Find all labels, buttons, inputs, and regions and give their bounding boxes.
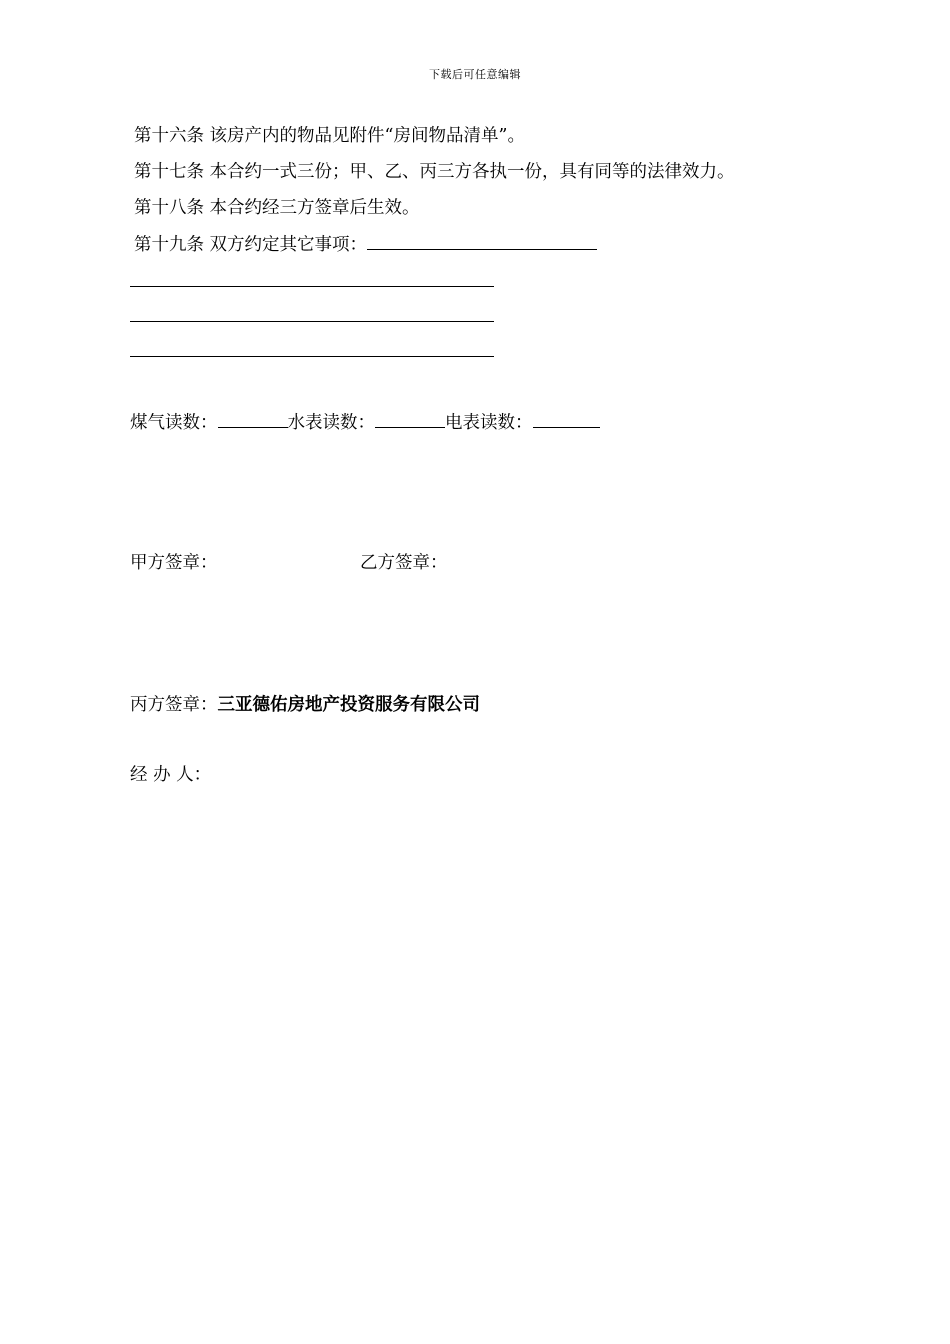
clause-19 (134, 231, 597, 257)
other-matters-line-3[interactable] (130, 356, 494, 357)
gas-reading-label: 煤气读数： (130, 413, 218, 433)
electric-reading-label: 电表读数： (445, 413, 533, 433)
meter-readings (130, 409, 600, 435)
clause-18: 第十八条 本合约经三方签章后生效。 (134, 198, 420, 218)
party-a-signature-label: 甲方签章： (130, 553, 218, 573)
electric-reading-field[interactable] (533, 409, 600, 428)
other-matters-blank[interactable] (367, 231, 597, 250)
other-matters-line-1[interactable] (130, 286, 494, 287)
party-b-signature-label: 乙方签章： (360, 553, 448, 573)
water-reading-field[interactable] (375, 409, 445, 428)
page-header: 下载后可任意编辑 (429, 68, 521, 81)
party-c-signature (130, 693, 480, 717)
clause-19-text: 第十九条 双方约定其它事项： (134, 235, 368, 255)
agent-label: 经 办 人： (130, 765, 212, 785)
clause-16: 第十六条 该房产内的物品见附件“房间物品清单”。 (134, 126, 525, 146)
party-c-signature-label: 丙方签章： (130, 695, 218, 715)
clause-17: 第十七条 本合约一式三份；甲、乙、丙三方各执一份，具有同等的法律效力。 (134, 162, 735, 182)
gas-reading-field[interactable] (218, 409, 288, 428)
party-c-company-name: 三亚德佑房地产投资服务有限公司 (217, 695, 480, 715)
water-reading-label: 水表读数： (287, 413, 375, 433)
other-matters-line-2[interactable] (130, 321, 494, 322)
